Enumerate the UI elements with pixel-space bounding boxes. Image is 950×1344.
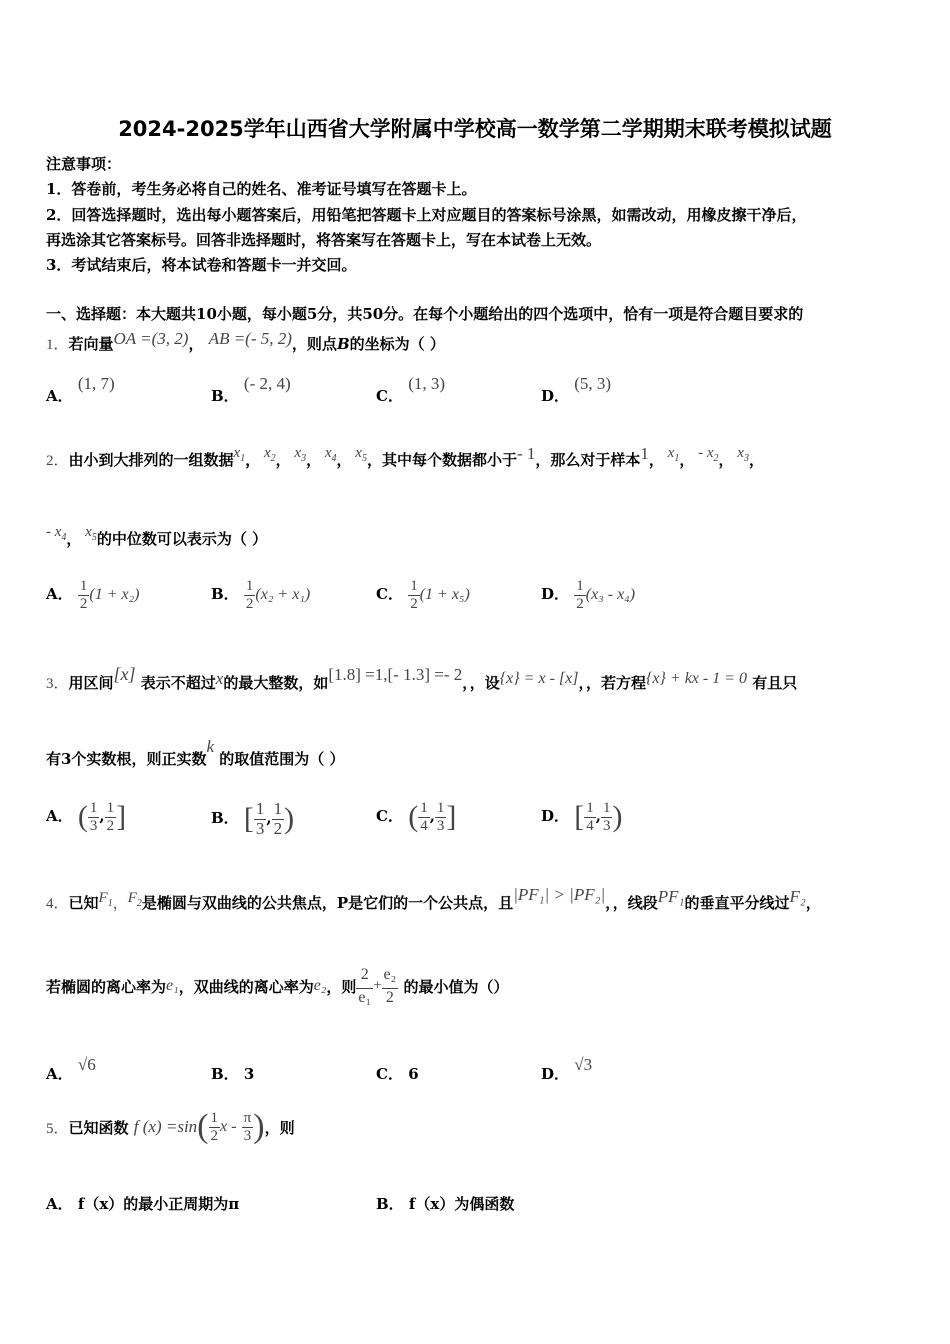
q3-text: 用区间 [68, 674, 114, 692]
question-3: 3．用区间[x] 表示不超过x的最大整数，如[1.8] =1,[- 1.3] =- 2，，设{x} = x - [x]，，若方程{x} + kx - 1 = 0 有且只 [46, 664, 798, 692]
notice-item: 1．答卷前，考生务必将自己的姓名、准考证号填写在答题卡上。 [46, 180, 477, 198]
q4-text: ，线段 [612, 894, 658, 912]
q1-option-d[interactable]: D． (5, 3) [541, 374, 612, 405]
question-number: 3． [46, 676, 69, 692]
question-5: 5．已知函数 f (x) =sin( $\frac{1}{2}$ x - $\frac{\pi}{3}$ )，则 [46, 1108, 295, 1145]
q3-text: 的最大整数，如 [223, 674, 329, 692]
q2-text: ，其中每个数据都小于 [366, 451, 517, 469]
question-2-cont: - $x_4$， $x_5$的中位数可以表示为（ ） [46, 524, 268, 548]
q3-text: 的取值范围为（ ） [219, 750, 345, 768]
q3-text: ，若方程 [585, 674, 646, 692]
q4-text: ，则 [326, 977, 357, 996]
q1-formula-ab: AB =(- 5, 2) [208, 329, 292, 348]
question-number: 1． [46, 337, 69, 353]
q3-text: 有且只 [752, 674, 798, 692]
q3-var-k: k [206, 737, 214, 756]
q3-formula-frac-part: {x} = x - [x] [499, 670, 579, 687]
question-4-cont: 若椭圆的离心率为e₁，双曲线的离心率为e₂，则 $\frac{2}{\text{e₁}}$ + $\frac{\text{e₂}}{2}$ 的最小值为（） [46, 966, 509, 1006]
q3-option-a[interactable]: A． ( $\frac{1}{3}$ , $\frac{1}{2}$ ] [46, 800, 127, 834]
q1-text: ，则点 [291, 335, 337, 353]
question-number: 4． [46, 896, 69, 912]
q3-option-c[interactable]: C． ( $\frac{1}{4}$ , $\frac{1}{3}$ ] [376, 800, 457, 834]
q4-option-a[interactable]: A． √6 [46, 1055, 96, 1083]
q1-text: 的坐标为（ ） [349, 335, 445, 353]
q5-option-b[interactable]: B． f（x）为偶函数 [376, 1195, 515, 1213]
q3-formula-equation: {x} + kx - 1 = 0 [646, 670, 748, 687]
q3-text: 表示不超过 [140, 674, 216, 692]
q4-formula-pf1: PF₁ [657, 887, 685, 906]
q4-option-d[interactable]: D． √3 [541, 1055, 593, 1083]
q1-option-a[interactable]: A． (1, 7) [46, 374, 115, 405]
q3-option-b[interactable]: B． [ $\frac{1}{3}$ , $\frac{1}{2}$ ) [211, 799, 295, 838]
q4-formula-f2: F₂ [789, 887, 806, 906]
q5-formula: f (x) =sin [133, 1117, 198, 1136]
question-number: 5． [46, 1120, 69, 1137]
q2-text: 由小到大排列的一组数据 [68, 451, 234, 469]
q4-e1: e₁ [166, 977, 179, 995]
question-3-cont [46, 737, 345, 769]
q1-formula-oa: OA =(3, 2) [113, 329, 189, 348]
q5-text: ，则 [264, 1118, 295, 1137]
page-title: 2024-2025学年山西省大学附属中学校高一数学第二学期期末联考模拟试题 [118, 117, 832, 141]
q1-text: 若向量 [68, 335, 114, 353]
q3-text: ，设 [469, 674, 500, 692]
question-2: 2．由小到大排列的一组数据$x_1$， $x_2$， $x_3$， $x_4$， $x_5$，其中每个数据都小于- 1，那么对于样本1， $x_1$， - $x_2$， $x_3$， [46, 444, 764, 469]
section-heading: 一、选择题：本大题共10小题，每小题5分，共50分。在每个小题给出的四个选项中，恰有一项是符合题目要求的 [46, 305, 804, 323]
q2-text: ，那么对于样本 [535, 451, 641, 469]
q4-option-b[interactable]: B． 3 [211, 1065, 255, 1083]
q4-text: 若椭圆的离心率为 [46, 977, 167, 996]
notice-item: 2．回答选择题时，选出每小题答案后，用铅笔把答题卡上对应题目的答案标号涂黑，如需改动，用橡皮擦干净后， [46, 206, 807, 224]
q4-e2: e₂ [313, 977, 327, 995]
q4-text: 的最小值为（） [403, 977, 509, 996]
q4-text: ， [805, 894, 821, 912]
q4-text: ，双曲线的离心率为 [178, 977, 314, 996]
q3-formula-floor: [x] [113, 664, 136, 684]
q4-text: 是椭圆与双曲线的公共焦点，P是它们的一个公共点，且 [141, 894, 514, 912]
question-1 [46, 329, 445, 354]
q3-text: 有3个实数根，则正实数 [46, 750, 207, 768]
q2-neg-one: - 1 [516, 444, 536, 463]
q1-option-c[interactable]: C． (1, 3) [376, 374, 446, 405]
q2-text: 的中位数可以表示为（ ） [96, 530, 268, 548]
q2-option-d[interactable]: D． $\frac{1}{2}$ (x₃ - x₄) [541, 578, 636, 612]
q2-one: 1 [640, 444, 649, 463]
q4-option-c[interactable]: C． 6 [376, 1065, 419, 1083]
q4-text: 已知 [68, 894, 99, 912]
q3-option-d[interactable]: D． [ $\frac{1}{4}$ , $\frac{1}{3}$ ) [541, 800, 623, 834]
q2-option-b[interactable]: B． $\frac{1}{2}$ (x₂ + x₁) [211, 578, 311, 612]
q2-option-a[interactable]: A． $\frac{1}{2}$ (1 + x₂) [46, 578, 140, 612]
q5-text: 已知函数 [68, 1118, 129, 1137]
question-number: 2． [46, 453, 69, 469]
notice-item: 再选涂其它答案标号。回答非选择题时，将答案写在答题卡上，写在本试卷上无效。 [46, 231, 602, 249]
notice-item: 3．考试结束后，将本试卷和答题卡一并交回。 [46, 256, 357, 274]
q3-var-x: x [215, 669, 224, 688]
q1-point-b: B [336, 335, 350, 353]
q5-option-a[interactable]: A． f（x）的最小正周期为π [46, 1195, 240, 1213]
q4-formula-inequality: |PF₁| > |PF₂| [513, 885, 606, 904]
q2-option-c[interactable]: C． $\frac{1}{2}$ (1 + x₅) [376, 578, 470, 612]
q4-text: 的垂直平分线过 [684, 894, 790, 912]
q3-formula-example: [1.8] =1,[- 1.3] =- 2 [328, 665, 463, 684]
notice-heading: 注意事项： [46, 155, 122, 173]
question-4: 4．已知$F_1$，$F_2$是椭圆与双曲线的公共焦点，P是它们的一个公共点，且|PF₁| > |PF₂|，，线段PF₁的垂直平分线过F₂， [46, 885, 821, 912]
q1-text: ， [188, 335, 204, 353]
q1-option-b[interactable]: B． (- 2, 4) [211, 374, 291, 405]
